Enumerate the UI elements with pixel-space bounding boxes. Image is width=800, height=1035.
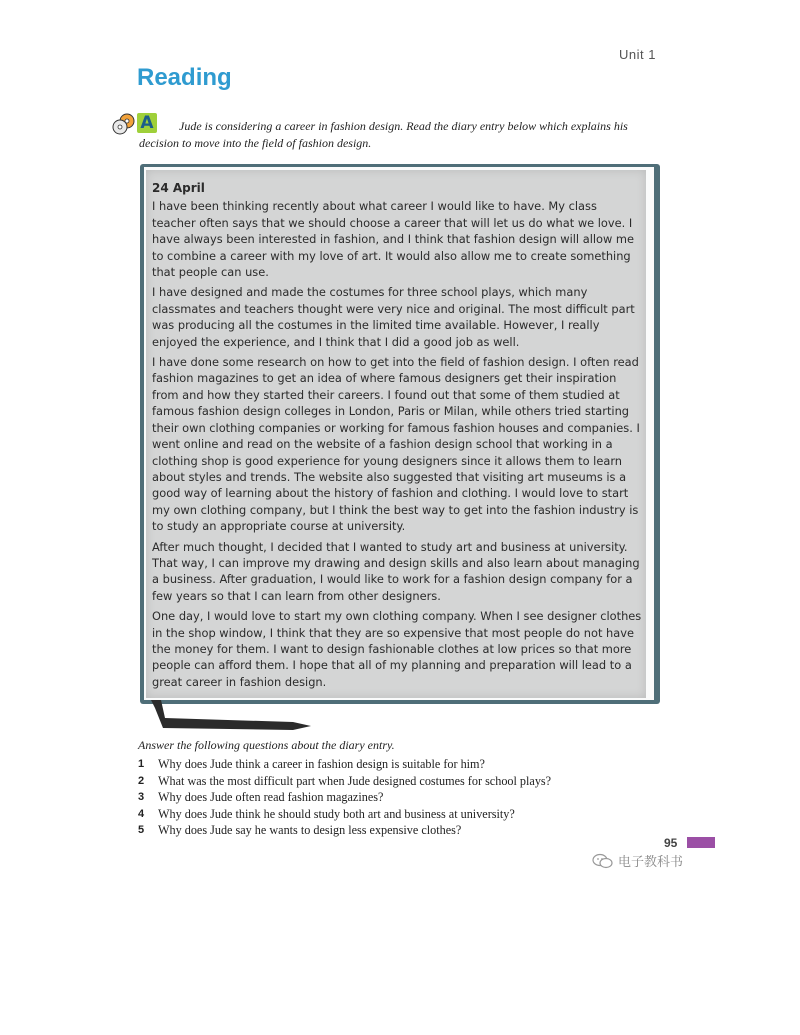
diary-paragraph: After much thought, I decided that I wanted to study art and business at university. That way, I can improve my drawing and design skills and also learn about managing a business. After graduation, I would like to work for a fashion design company for a few years so that I can learn from other designers. xyxy=(152,539,640,603)
diary-paragraph: I have been thinking recently about what career I would like to have. My class teacher often says that we should choose a career that will let us do what we love. I have always been interested in fashion, and I think that fashion design will allow me to combine a career with my love of art. It would also allow me to create something that people can use. xyxy=(152,199,635,280)
question-item xyxy=(138,822,551,839)
diary-entry xyxy=(152,180,644,694)
diary-paragraph: I have designed and made the costumes for three school plays, which many classmates and teachers thought were very nice and original. The most difficult part was producing all the costumes in the limited time available. However, I really enjoyed the experience, and I think that I did a good job as well. xyxy=(152,285,635,349)
question-number: 5 xyxy=(138,824,145,836)
diary-date: 24 April xyxy=(152,181,205,195)
question-number: 2 xyxy=(138,774,145,787)
question-list xyxy=(138,756,551,839)
page-color-bar xyxy=(687,837,715,848)
exercise-badge: A xyxy=(137,113,157,133)
diary-paragraph: I have done some research on how to get into the field of fashion design. I often read fashion magazines to get an idea of where famous designers get their inspiration from and how they started their careers. I found out that some of them studied at famous fashion design colleges in London, Paris or Milan, while others tried starting their own clothing companies or working for famous fashion houses and companies. I went online and read on the website of a fashion design school that working in a clothing shop is good experience for young designers since it allows them to learn about styles and trends. The website also suggested that visiting art museums is a good way of learning about the history of fashion and clothing. I would love to start my own clothing company, but I think the best way to get into the fashion industry is to study an appropriate course at university. xyxy=(152,355,640,534)
cd-audio-icon[interactable] xyxy=(112,113,136,135)
watermark-text: 电子教科书 xyxy=(618,855,684,870)
question-number: 4 xyxy=(138,807,145,820)
diary-paragraph: One day, I would love to start my own clothing company. When I see designer clothes in the shop window, I think that they are so expensive that most people do not have the money for them. I want to design fashionable clothes at low prices so that more people can afford them. I hope that all of my planning and preparation will lead to a great career in fashion design. xyxy=(152,609,642,689)
wechat-icon xyxy=(592,853,614,869)
question-text: Why does Jude think he should study both art and business at university? xyxy=(158,806,515,821)
bookmark-ribbon xyxy=(143,700,313,732)
question-item xyxy=(138,773,551,790)
question-text: Why does Jude often read fashion magazines? xyxy=(158,790,384,804)
watermark xyxy=(592,851,683,870)
page-number: 95 xyxy=(664,836,678,850)
question-text: Why does Jude say he wants to design less expensive clothes? xyxy=(158,823,462,837)
question-item xyxy=(138,806,551,823)
question-text: Why does Jude think a career in fashion design is suitable for him? xyxy=(158,757,485,771)
questions-instruction: Answer the following questions about the diary entry. xyxy=(138,738,395,752)
unit-label: Unit 1 xyxy=(619,47,656,62)
question-item xyxy=(138,789,551,806)
intro-text: Jude is considering a career in fashion design. Read the diary entry below which explains his decision to move into the field of fashion design. xyxy=(139,119,628,150)
question-text: What was the most difficult part when Jude designed costumes for school plays? xyxy=(158,773,552,788)
question-item xyxy=(138,756,551,773)
question-number: 1 xyxy=(138,758,145,770)
question-number: 3 xyxy=(138,791,145,803)
section-title: Reading xyxy=(137,64,232,91)
